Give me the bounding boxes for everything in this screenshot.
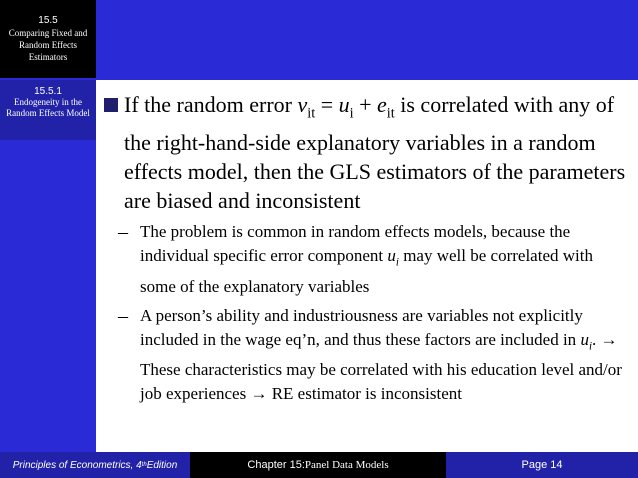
sub-bullet-1-text: The problem is common in random effects models, because the individual specific error component $u_i$ may well be correlated with some of the explanatory variables — [140, 222, 593, 296]
chapter-title: Chapter 15: Panel Data Models — [190, 452, 446, 478]
section-title: Comparing Fixed and Random Effects Estimators — [8, 28, 88, 62]
sub-bullet-1 — [104, 220, 632, 298]
page-number: Page 14 — [446, 452, 638, 478]
square-bullet-icon — [104, 98, 118, 112]
main-bullet-text: If the random error $v_{it} = u_i + e_{it}$ is correlated with any of the right-hand-side explanatory variables in a random effects model, then the GLS estimators of the parameters are biased and inconsistent — [124, 92, 626, 214]
section-number: 15.5 — [38, 15, 58, 26]
slide-content — [104, 90, 632, 406]
book-title: Principles of Econometrics, 4 th Edition — [0, 452, 190, 478]
sub-bullet-2-text: A person’s ability and industriousness are variables not explicitly included in the wage eq’n, and thus these factors are included in $u_i$. → These characteristics may be correlated with his education level and/or job experiences → RE estimator is inconsistent — [140, 305, 622, 404]
dash-bullet-icon: – — [118, 304, 128, 327]
footer — [0, 452, 638, 478]
sub-bullet-2 — [104, 304, 632, 406]
subsection-title: Endogeneity in the Random Effects Model — [6, 97, 90, 118]
main-bullet — [104, 90, 632, 215]
subsection-box — [0, 80, 96, 140]
dash-bullet-icon: – — [118, 221, 128, 244]
subsection-number: 15.5.1 — [34, 86, 62, 97]
section-box — [0, 0, 96, 78]
